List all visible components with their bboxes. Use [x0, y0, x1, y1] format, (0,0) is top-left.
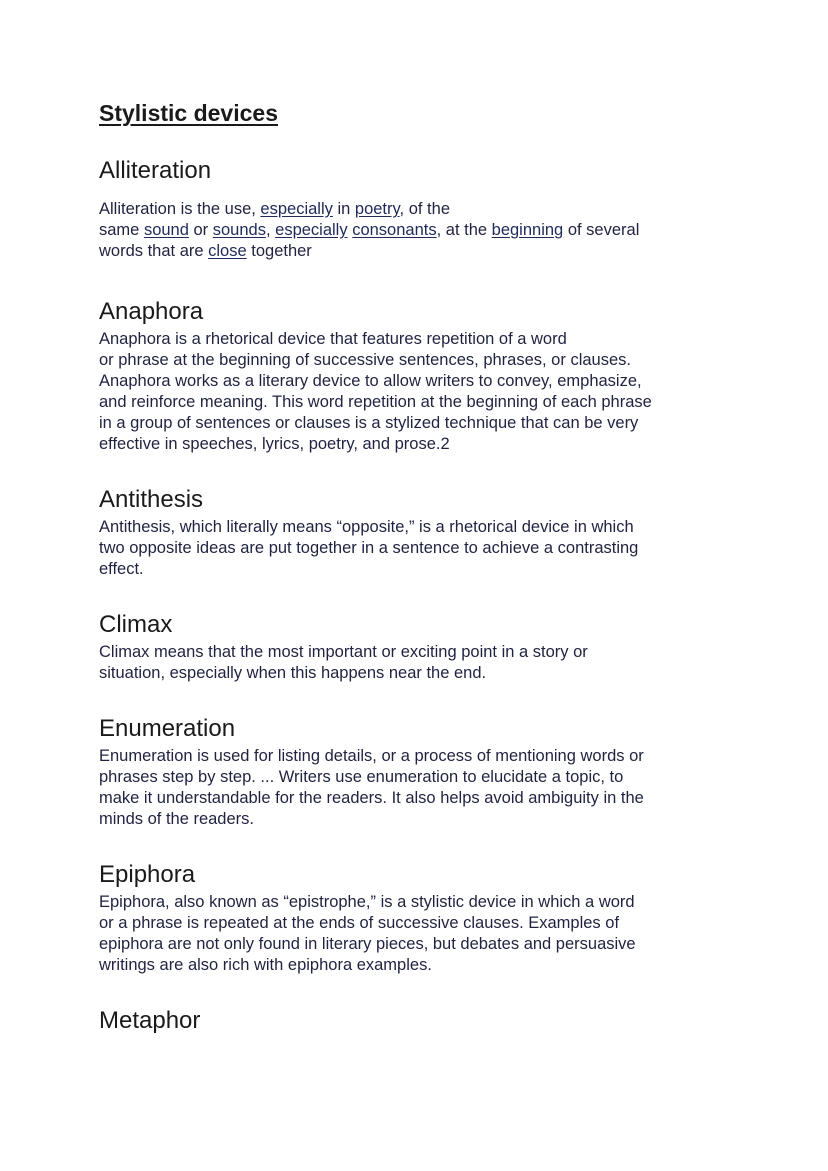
document-page [99, 96, 739, 1037]
section-body-epiphora [99, 892, 739, 976]
section-heading-epiphora: Epiphora [99, 861, 196, 888]
body-line: effective in speeches, lyrics, poetry, and prose.2 [99, 435, 450, 453]
link-especially-2[interactable]: especially [275, 221, 348, 239]
body-line: epiphora are not only found in literary pieces, but debates and persuasive [99, 935, 636, 953]
link-close[interactable]: close [208, 242, 247, 260]
link-sound[interactable]: sound [143, 221, 189, 239]
body-line: or phrase at the beginning of successive sentences, phrases, or clauses. [99, 351, 631, 369]
section-body-anaphora [99, 329, 739, 455]
body-line: Alliteration is the use, especially in poetry, of the [99, 200, 450, 218]
body-line: phrases step by step. ... Writers use enumeration to elucidate a topic, to [99, 768, 624, 786]
body-line: Anaphora is a rhetorical device that features repetition of a word [99, 330, 567, 348]
body-line: Enumeration is used for listing details, or a process of mentioning words or [99, 747, 644, 765]
section-antithesis [99, 484, 739, 580]
section-epiphora [99, 859, 739, 976]
body-line: Anaphora works as a literary device to allow writers to convey, emphasize, [99, 372, 642, 390]
section-body-alliteration [99, 199, 739, 262]
body-line: writings are also rich with epiphora examples. [99, 956, 432, 974]
section-heading-antithesis: Antithesis [99, 486, 204, 513]
section-heading-enumeration: Enumeration [99, 715, 236, 742]
link-poetry[interactable]: poetry [354, 200, 400, 218]
section-heading-alliteration: Alliteration [99, 157, 212, 184]
section-anaphora [99, 296, 739, 455]
link-beginning[interactable]: beginning [491, 221, 564, 239]
body-line: two opposite ideas are put together in a sentence to achieve a contrasting [99, 539, 639, 557]
section-body-antithesis [99, 517, 739, 580]
link-consonants[interactable]: consonants [352, 221, 437, 239]
body-line: same sound or sounds, especially consonants, at the beginning of several [99, 221, 640, 239]
section-heading-metaphor: Metaphor [99, 1007, 201, 1034]
body-line: situation, especially when this happens near the end. [99, 664, 487, 682]
body-line: in a group of sentences or clauses is a stylized technique that can be very [99, 414, 639, 432]
document-title: Stylistic devices [99, 100, 278, 126]
section-alliteration [99, 155, 739, 262]
section-heading-climax: Climax [99, 611, 173, 638]
section-enumeration [99, 713, 739, 830]
body-line: or a phrase is repeated at the ends of successive clauses. Examples of [99, 914, 620, 932]
body-line: effect. [99, 560, 144, 578]
body-line: words that are close together [99, 242, 312, 260]
body-line: Climax means that the most important or exciting point in a story or [99, 643, 588, 661]
section-metaphor [99, 1005, 739, 1037]
body-line: and reinforce meaning. This word repetition at the beginning of each phrase [99, 393, 652, 411]
link-sounds[interactable]: sounds [212, 221, 266, 239]
body-line: Antithesis, which literally means “opposite,” is a rhetorical device in which [99, 518, 634, 536]
body-line: Epiphora, also known as “epistrophe,” is a stylistic device in which a word [99, 893, 635, 911]
body-line: make it understandable for the readers. It also helps avoid ambiguity in the [99, 789, 644, 807]
section-body-climax [99, 642, 739, 684]
link-especially[interactable]: especially [260, 200, 333, 218]
section-heading-anaphora: Anaphora [99, 298, 204, 325]
body-line: minds of the readers. [99, 810, 254, 828]
section-climax [99, 609, 739, 684]
section-body-enumeration [99, 746, 739, 830]
